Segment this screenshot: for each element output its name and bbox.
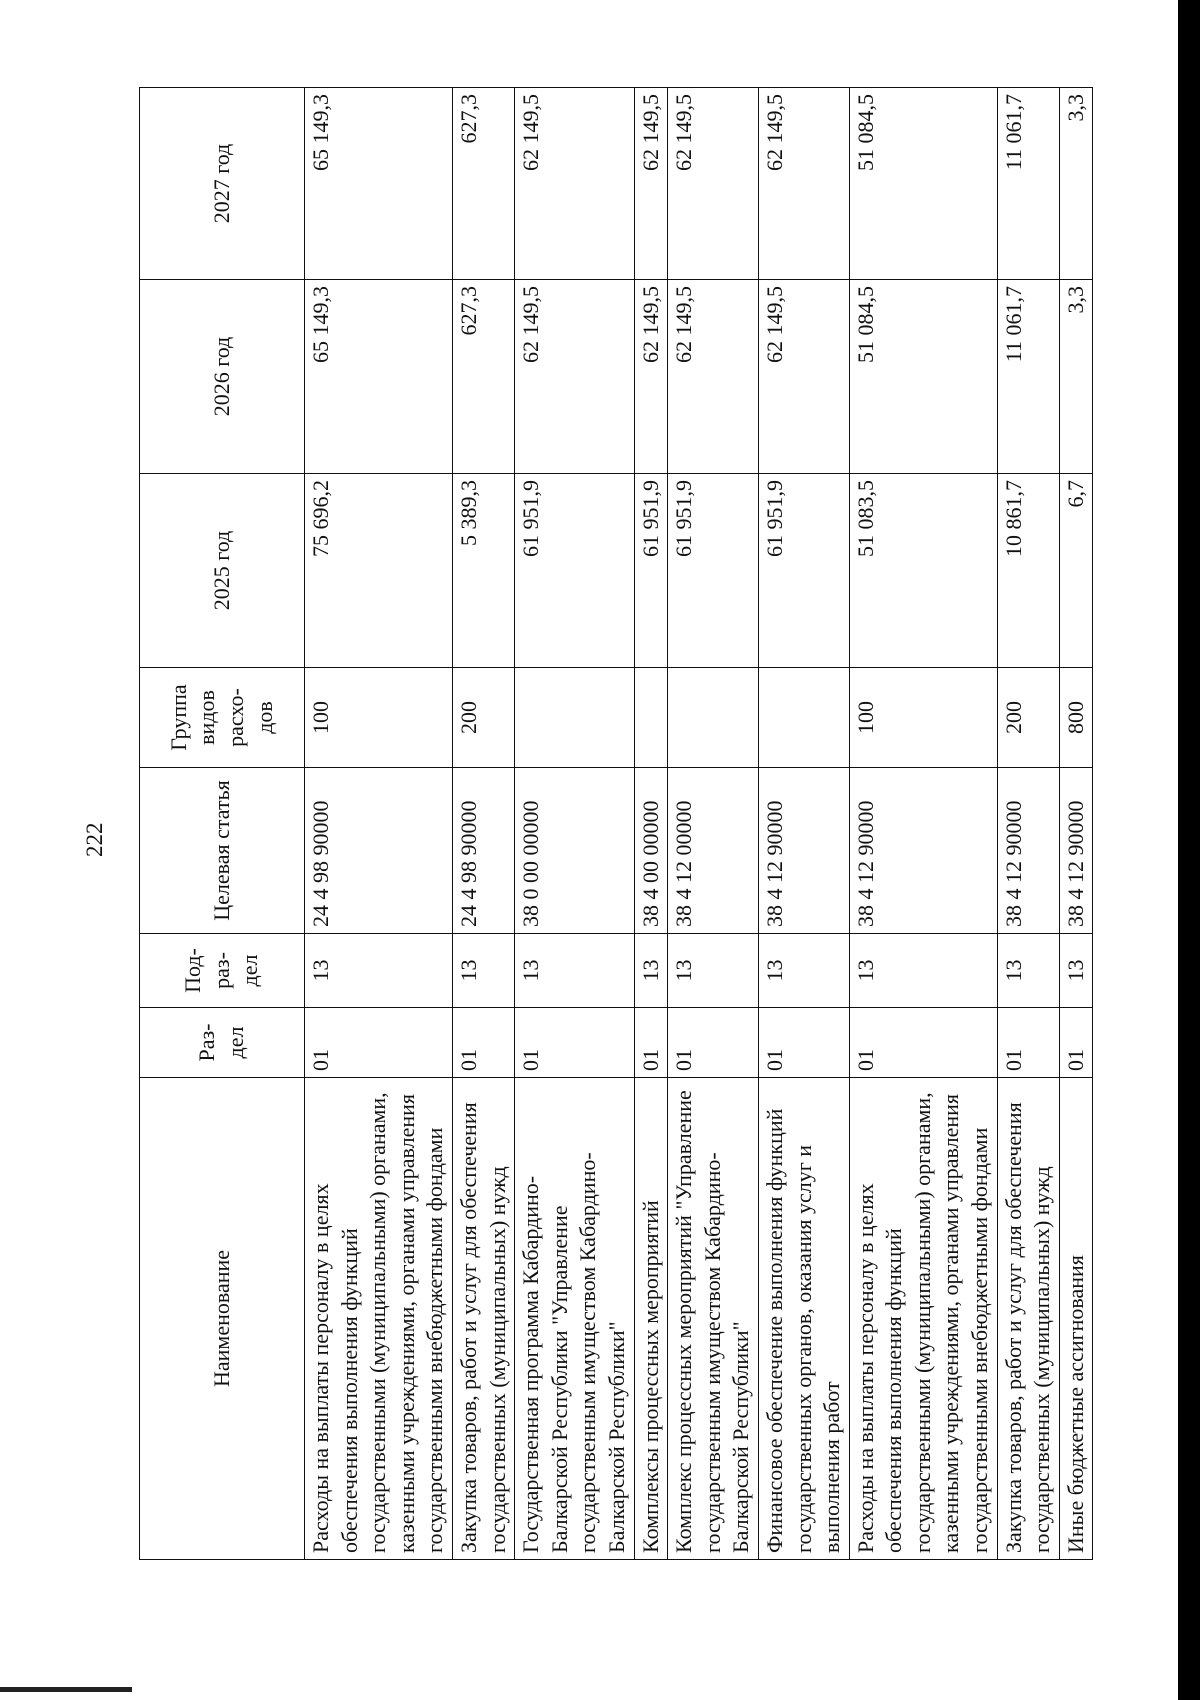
cell-razdel: 01	[515, 1008, 634, 1078]
header-razdel: Раз-дел	[140, 1008, 305, 1078]
cell-podrazdel: 13	[515, 934, 634, 1008]
cell-razdel: 01	[452, 1008, 514, 1078]
cell-gruppa	[758, 668, 849, 768]
cell-2026: 62 149,5	[634, 280, 668, 474]
cell-razdel: 01	[1059, 1008, 1093, 1078]
cell-2025: 51 083,5	[849, 474, 997, 668]
cell-2025: 10 861,7	[997, 474, 1059, 668]
budget-table	[139, 87, 1093, 1560]
header-name: Наименование	[140, 1078, 305, 1560]
cell-name: Комплексы процессных мероприятий	[634, 1078, 668, 1560]
cell-2025: 61 951,9	[515, 474, 634, 668]
cell-podrazdel: 13	[758, 934, 849, 1008]
table-row	[758, 88, 849, 1560]
cell-2027: 3,3	[1059, 88, 1093, 280]
cell-gruppa: 100	[849, 668, 997, 768]
cell-name: Государственная программа Кабардино-Балкарской Республики "Управление государственным имуществом Кабардино-Балкарской Республики"	[515, 1078, 634, 1560]
cell-2026: 65 149,3	[305, 280, 453, 474]
cell-2026: 627,3	[452, 280, 514, 474]
cell-2025: 61 951,9	[634, 474, 668, 668]
cell-2027: 62 149,5	[668, 88, 759, 280]
cell-2027: 51 084,5	[849, 88, 997, 280]
cell-razdel: 01	[305, 1008, 453, 1078]
cell-2026: 62 149,5	[668, 280, 759, 474]
table-row	[515, 88, 634, 1560]
cell-2027: 62 149,5	[634, 88, 668, 280]
cell-razdel: 01	[997, 1008, 1059, 1078]
cell-name: Комплекс процессных мероприятий "Управление государственным имуществом Кабардино-Балкарской Республики"	[668, 1078, 759, 1560]
rotated-table-container	[139, 88, 1088, 1560]
cell-name: Расходы на выплаты персоналу в целях обеспечения выполнения функций государственными (муниципальными) органами, казенными учреждениями, органами управления государственными внебюджетными фондами	[849, 1078, 997, 1560]
cell-2027: 62 149,5	[758, 88, 849, 280]
header-gruppa: Группа видов расхо-дов	[140, 668, 305, 768]
cell-tselevaya: 38 4 12 90000	[849, 768, 997, 934]
cell-podrazdel: 13	[668, 934, 759, 1008]
cell-2027: 65 149,3	[305, 88, 453, 280]
cell-podrazdel: 13	[1059, 934, 1093, 1008]
header-2027: 2027 год	[140, 88, 305, 280]
cell-razdel: 01	[668, 1008, 759, 1078]
cell-2027: 62 149,5	[515, 88, 634, 280]
cell-2027: 627,3	[452, 88, 514, 280]
cell-razdel: 01	[634, 1008, 668, 1078]
header-tselevaya: Целевая статья	[140, 768, 305, 934]
scan-mark	[0, 1687, 132, 1692]
cell-gruppa	[515, 668, 634, 768]
cell-gruppa	[634, 668, 668, 768]
cell-name: Закупка товаров, работ и услуг для обеспечения государственных (муниципальных) нужд	[452, 1078, 514, 1560]
cell-2025: 61 951,9	[758, 474, 849, 668]
cell-gruppa: 800	[1059, 668, 1093, 768]
cell-podrazdel: 13	[305, 934, 453, 1008]
cell-podrazdel: 13	[997, 934, 1059, 1008]
cell-tselevaya: 38 4 12 90000	[997, 768, 1059, 934]
cell-tselevaya: 38 4 12 90000	[1059, 768, 1093, 934]
table-row	[634, 88, 668, 1560]
cell-name: Расходы на выплаты персоналу в целях обеспечения выполнения функций государственными (муниципальными) органами, казенными учреждениями, органами управления государственными внебюджетными фондами	[305, 1078, 453, 1560]
cell-2027: 11 061,7	[997, 88, 1059, 280]
table-row	[849, 88, 997, 1560]
cell-2026: 62 149,5	[515, 280, 634, 474]
cell-name: Закупка товаров, работ и услуг для обеспечения государственных (муниципальных) нужд	[997, 1078, 1059, 1560]
cell-name: Финансовое обеспечение выполнения функций государственных органов, оказания услуг и выполнения работ	[758, 1078, 849, 1560]
cell-gruppa: 200	[452, 668, 514, 768]
cell-2026: 11 061,7	[997, 280, 1059, 474]
cell-2026: 51 084,5	[849, 280, 997, 474]
cell-tselevaya: 38 4 12 90000	[758, 768, 849, 934]
cell-2026: 62 149,5	[758, 280, 849, 474]
cell-tselevaya: 24 4 98 90000	[305, 768, 453, 934]
table-frame	[139, 88, 1088, 1560]
header-2026: 2026 год	[140, 280, 305, 474]
cell-tselevaya: 38 0 00 00000	[515, 768, 634, 934]
cell-2025: 61 951,9	[668, 474, 759, 668]
cell-2025: 6,7	[1059, 474, 1093, 668]
scan-edge	[1178, 0, 1200, 1700]
cell-razdel: 01	[849, 1008, 997, 1078]
table-row	[452, 88, 514, 1560]
cell-tselevaya: 24 4 98 90000	[452, 768, 514, 934]
header-podrazdel: Под-раз-дел	[140, 934, 305, 1008]
header-2025: 2025 год	[140, 474, 305, 668]
table-row	[997, 88, 1059, 1560]
cell-gruppa: 200	[997, 668, 1059, 768]
table-header-row	[140, 88, 305, 1560]
page-number: 222	[82, 822, 107, 858]
table-row	[668, 88, 759, 1560]
cell-tselevaya: 38 4 00 00000	[634, 768, 668, 934]
table-row	[1059, 88, 1093, 1560]
cell-razdel: 01	[758, 1008, 849, 1078]
cell-name: Иные бюджетные ассигнования	[1059, 1078, 1093, 1560]
cell-podrazdel: 13	[634, 934, 668, 1008]
table-row	[305, 88, 453, 1560]
cell-gruppa	[668, 668, 759, 768]
cell-gruppa: 100	[305, 668, 453, 768]
cell-2025: 75 696,2	[305, 474, 453, 668]
cell-tselevaya: 38 4 12 00000	[668, 768, 759, 934]
cell-podrazdel: 13	[849, 934, 997, 1008]
cell-2025: 5 389,3	[452, 474, 514, 668]
cell-2026: 3,3	[1059, 280, 1093, 474]
cell-podrazdel: 13	[452, 934, 514, 1008]
